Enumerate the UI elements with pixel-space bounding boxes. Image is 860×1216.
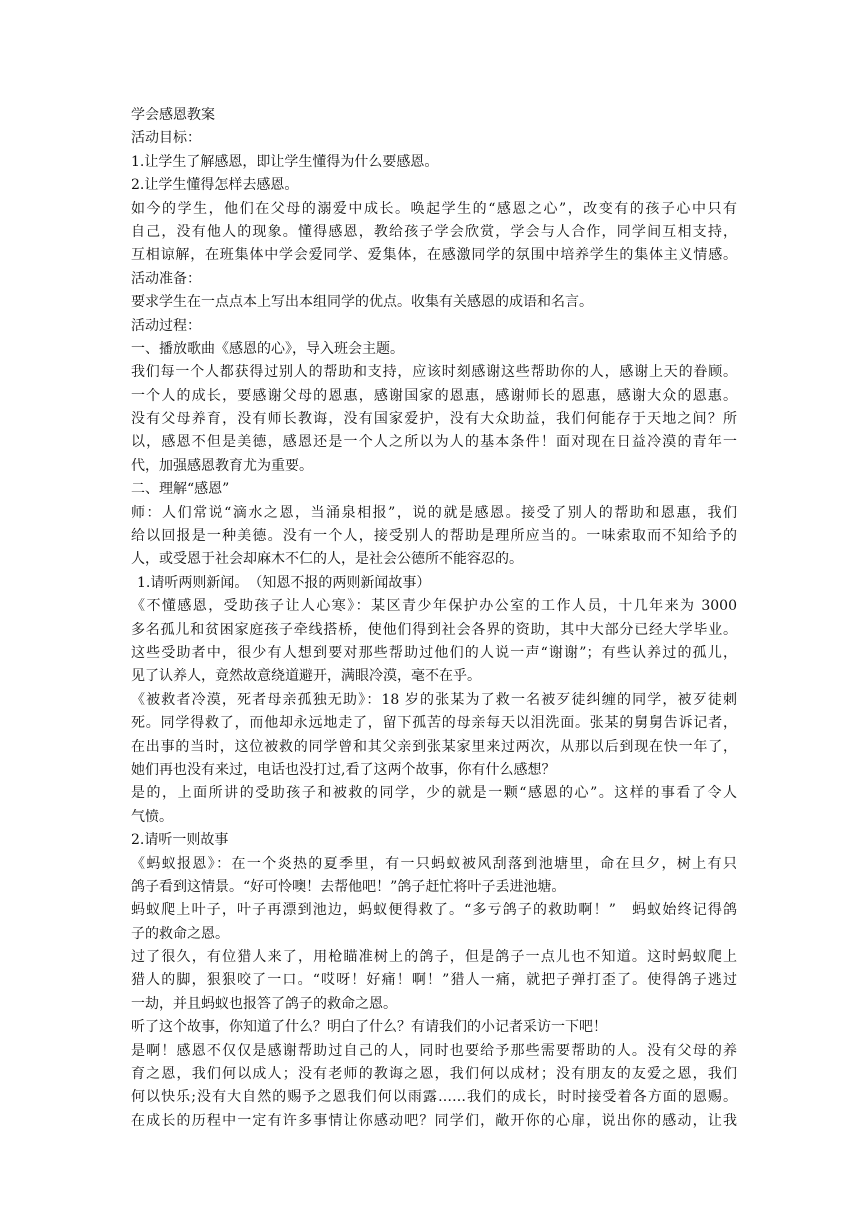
- paragraph-line: 《不懂感恩，受助孩子让人心寒》：某区青少年保护办公室的工作人员，十几年来为 3000: [131, 598, 737, 615]
- paragraph-line: 一劫，并且蚂蚁也报答了鸽子的救命之恩。: [131, 995, 397, 1012]
- paragraph-line: 见了认养人，竟然故意绕道避开，满眼冷漠，毫不在乎。: [131, 668, 481, 685]
- paragraph-line: 在成长的历程中一定有许多事情让你感动吧？同学们，敞开你的心扉，说出你的感动，让我: [131, 1112, 737, 1129]
- paragraph-line: 蚂蚁爬上叶子，叶子再漂到池边，蚂蚁便得救了。“多亏鸽子的救助啊！” 蚂蚁始终记得鸽: [131, 902, 737, 919]
- paragraph-line: 人，或受恩于社会却麻木不仁的人，是社会公德所不能容忍的。: [131, 551, 523, 568]
- paragraph-line: 要求学生在一点点本上写出本组同学的优点。收集有关感恩的成语和名言。: [131, 294, 593, 311]
- paragraph-line: 一个人的成长，要感谢父母的恩惠，感谢国家的恩惠，感谢师长的恩惠，感谢大众的恩惠。: [131, 387, 737, 404]
- section-label-preparation: 活动准备：: [131, 270, 201, 287]
- section-heading-1: 一、播放歌曲《感恩的心》，导入班会主题。: [131, 340, 404, 357]
- subsection-heading-story: 2.请听一则故事: [131, 832, 229, 849]
- document-title: 学会感恩教案: [131, 107, 215, 123]
- paragraph-line: 在出事的当时，这位被救的同学曾和其父亲到张某家里来过两次，从那以后到现在快一年了，: [131, 738, 737, 755]
- paragraph-line: 给以回报是一种美德。没有一个人，接受别人的帮助是理所应当的。一味索取而不知给予的: [131, 528, 737, 545]
- paragraph-line: 以，感恩不但是美德，感恩还是一个人之所以为人的基本条件！面对现在日益冷漠的青年一: [131, 434, 737, 451]
- paragraph-line: 过了很久，有位猎人来了，用枪瞄准树上的鸽子，但是鸽子一点儿也不知道。这时蚂蚁爬上: [131, 949, 737, 966]
- section-label-process: 活动过程：: [131, 317, 201, 334]
- paragraph-line: 《被救者冷漠，死者母亲孤独无助》：18 岁的张某为了救一名被歹徒纠缠的同学，被歹徒刺: [131, 691, 737, 708]
- paragraph-line: 《蚂蚁报恩》：在一个炎热的夏季里，有一只蚂蚁被风刮落到池塘里，命在旦夕，树上有只: [131, 855, 737, 872]
- paragraph-line: 师：人们常说“滴水之恩，当涌泉相报”，说的就是感恩。接受了别人的帮助和恩惠，我们: [131, 504, 737, 521]
- document-page: [131, 104, 737, 1133]
- section-label-activity-goals: 活动目标：: [131, 130, 201, 147]
- paragraph-line: 猎人的脚，狠狠咬了一口。“哎呀！好痛！啊！”猎人一痛，就把子弹打歪了。使得鸽子逃过: [131, 972, 737, 989]
- goal-item-2: 2.让学生懂得怎样去感恩。: [131, 177, 299, 194]
- paragraph-line: 这些受助者中，很少有人想到要对那些帮助过他们的人说一声“谢谢”；有些认养过的孤儿，: [131, 644, 737, 661]
- paragraph-line: 没有父母养育，没有师长教诲，没有国家爱护，没有大众助益，我们何能存于天地之间？所: [131, 411, 737, 428]
- paragraph-line: 鸽子看到这情景。“好可怜噢！去帮他吧！”鸽子赶忙将叶子丢进池塘。: [131, 878, 566, 895]
- paragraph-line: 何以快乐;没有大自然的赐予之恩我们何以雨露……我们的成长，时时接受着各方面的恩赐。: [131, 1089, 737, 1106]
- subsection-heading-news: 1.请听两则新闻。 （知恩不报的两则新闻故事）: [137, 574, 431, 591]
- paragraph-line: 是啊！感恩不仅仅是感谢帮助过自己的人，同时也要给予那些需要帮助的人。没有父母的养: [131, 1042, 737, 1059]
- paragraph-line: 子的救命之恩。: [131, 925, 229, 942]
- paragraph-line: 我们每一个人都获得过别人的帮助和支持，应该时刻感谢这些帮助你的人，感谢上天的眷顾。: [131, 364, 737, 381]
- paragraph-line: 互相谅解，在班集体中学会爱同学、爱集体，在感激同学的氛围中培养学生的集体主义情感。: [131, 247, 737, 264]
- paragraph-line: 死。同学得救了，而他却永远地走了，留下孤苦的母亲每天以泪洗面。张某的舅舅告诉记者，: [131, 715, 737, 732]
- paragraph-line: 听了这个故事，你知道了什么？明白了什么？有请我们的小记者采访一下吧！: [131, 1019, 607, 1036]
- paragraph-line: 如今的学生，他们在父母的溺爱中成长。唤起学生的“感恩之心”，改变有的孩子心中只有: [131, 200, 737, 217]
- paragraph-line: 多名孤儿和贫困家庭孩子牵线搭桥，使他们得到社会各界的资助，其中大部分已经大学毕业。: [131, 621, 737, 638]
- paragraph-line: 是的，上面所讲的受助孩子和被救的同学，少的就是一颗“感恩的心”。这样的事看了令人: [131, 785, 737, 802]
- goal-item-1: 1.让学生了解感恩，即让学生懂得为什么要感恩。: [131, 153, 439, 170]
- paragraph-line: 气愤。: [131, 808, 173, 825]
- paragraph-line: 她们再也没有来过，电话也没打过,看了这两个故事，你有什么感想？: [131, 761, 556, 778]
- paragraph-line: 育之恩，我们何以成人；没有老师的教诲之恩，我们何以成材；没有朋友的友爱之恩，我们: [131, 1066, 737, 1083]
- paragraph-line: 自己，没有他人的现象。懂得感恩，教给孩子学会欣赏，学会与人合作，同学间互相支持，: [131, 223, 737, 240]
- section-heading-2: 二、理解“感恩”: [131, 481, 230, 498]
- paragraph-line: 代，加强感恩教育尤为重要。: [131, 457, 313, 474]
